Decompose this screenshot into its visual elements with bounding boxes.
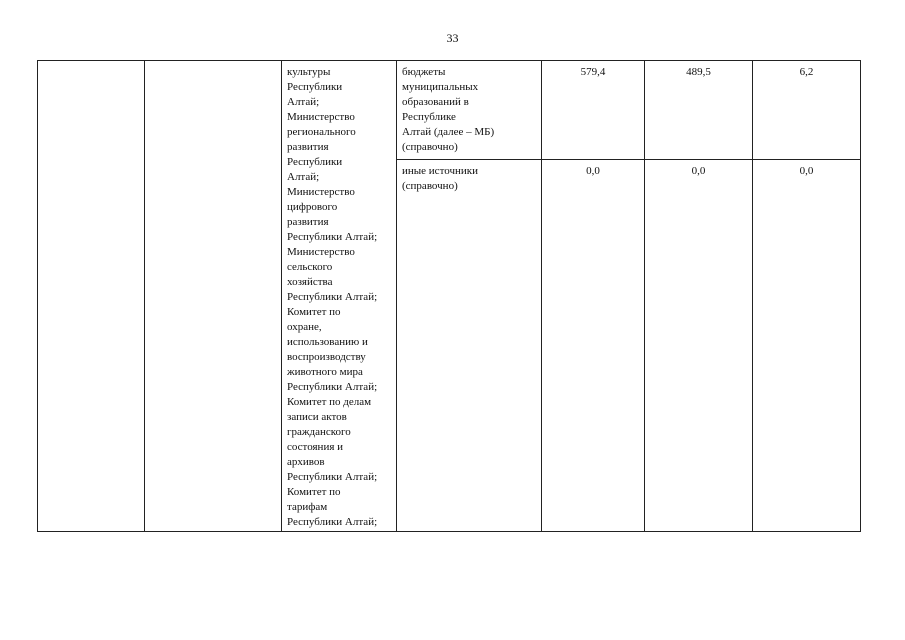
source-label: [402, 164, 536, 194]
text-line: образований в: [402, 96, 469, 108]
text-line: Алтай (далее – МБ): [402, 126, 495, 138]
text-line: тарифам: [287, 501, 328, 513]
text-line: цифрового: [287, 201, 338, 213]
text-line: Алтай;: [287, 96, 320, 108]
text-line: (справочно): [402, 180, 458, 192]
empty-cell-col1: [38, 61, 145, 532]
text-line: Республики Алтай;: [287, 381, 378, 393]
text-line: охране,: [287, 321, 322, 333]
text-line: культуры: [287, 66, 331, 78]
text-line: развития: [287, 216, 329, 228]
table-row: [38, 61, 861, 160]
text-line: хозяйства: [287, 276, 333, 288]
text-line: Республике: [402, 111, 456, 123]
text-line: Комитет по: [287, 486, 341, 498]
value-cell: 489,5: [645, 61, 753, 160]
text-line: Комитет по: [287, 306, 341, 318]
text-line: (справочно): [402, 141, 458, 153]
responsible-list: [287, 65, 391, 530]
funding-table: [37, 60, 861, 532]
source-label: [402, 65, 536, 155]
value-cell: 579,4: [542, 61, 645, 160]
page-number: 33: [446, 31, 459, 45]
text-line: Республики: [287, 156, 343, 168]
text-line: Алтай;: [287, 171, 320, 183]
text-line: Республики: [287, 81, 343, 93]
text-line: Министерство: [287, 246, 355, 258]
text-line: иные источники: [402, 165, 478, 177]
source-cell: [397, 160, 542, 532]
text-line: Республики Алтай;: [287, 471, 378, 483]
text-line: архивов: [287, 456, 325, 468]
text-line: использованию и: [287, 336, 368, 348]
text-line: Министерство: [287, 186, 355, 198]
text-line: развития: [287, 141, 329, 153]
text-line: Министерство: [287, 111, 355, 123]
text-line: записи актов: [287, 411, 347, 423]
text-line: Комитет по делам: [287, 396, 372, 408]
responsible-cell: [282, 61, 397, 532]
source-cell: [397, 61, 542, 160]
text-line: бюджеты: [402, 66, 446, 78]
text-line: гражданского: [287, 426, 351, 438]
text-line: состояния и: [287, 441, 344, 453]
text-line: муниципальных: [402, 81, 479, 93]
value-cell: 6,2: [753, 61, 861, 160]
text-line: сельского: [287, 261, 333, 273]
value-cell: 0,0: [542, 160, 645, 532]
text-line: Республики Алтай;: [287, 516, 378, 528]
text-line: воспроизводству: [287, 351, 366, 363]
text-line: животного мира: [287, 366, 363, 378]
text-line: регионального: [287, 126, 356, 138]
value-cell: 0,0: [645, 160, 753, 532]
value-cell: 0,0: [753, 160, 861, 532]
empty-cell-col2: [145, 61, 282, 532]
text-line: Республики Алтай;: [287, 231, 378, 243]
text-line: Республики Алтай;: [287, 291, 378, 303]
